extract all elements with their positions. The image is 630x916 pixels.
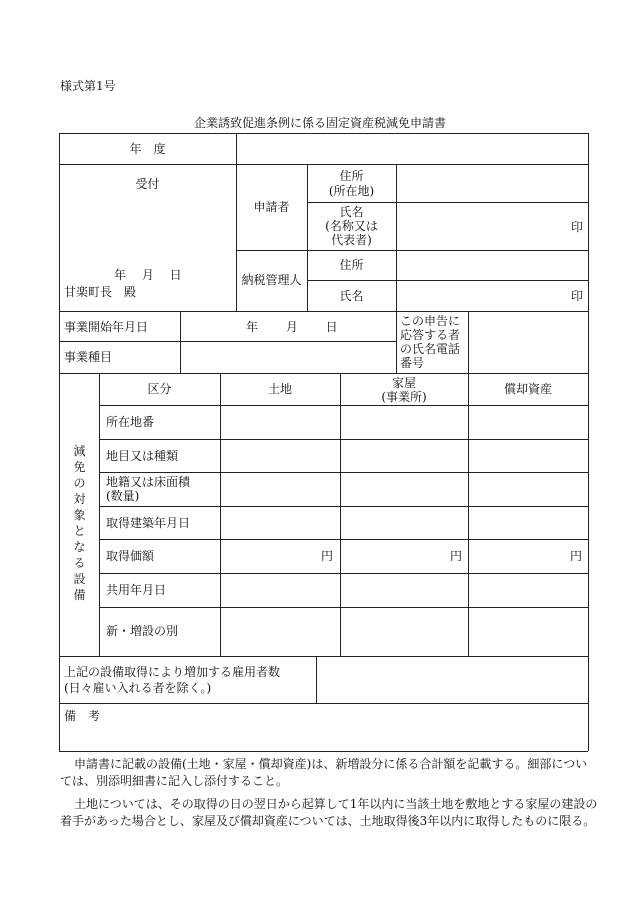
- tax-admin-name-field[interactable]: [397, 281, 587, 311]
- row-label-location: 所在地番: [106, 415, 155, 429]
- year-field[interactable]: [237, 134, 587, 164]
- receipt-field[interactable]: [60, 165, 236, 260]
- name-label-sub2: 代表者): [331, 233, 372, 247]
- applicant-label: 申請者: [253, 200, 290, 214]
- address-label: 住所: [339, 169, 364, 183]
- note-line-3: 土地については、その取得の日の翌日から起算して1年以内に当該土地を敷地とする家屋の建設の: [74, 797, 598, 811]
- receipt-label: 受付: [135, 177, 160, 191]
- contact-label-3: の氏名電話: [400, 342, 461, 356]
- form-title: 企業誘致促進条例に係る固定資産税減免申請書: [193, 116, 446, 130]
- price-unit-depreciable: 円: [570, 549, 583, 563]
- tax-admin-name-label: 氏名: [339, 289, 364, 303]
- col-header-building-sub: (事業所): [381, 390, 427, 404]
- application-date[interactable]: 年 月 日: [114, 268, 182, 282]
- form-number: 様式第1号: [60, 79, 116, 93]
- row-label-category: 地目又は種類: [106, 449, 179, 463]
- col-header-depreciable: 償却資産: [503, 382, 552, 396]
- col-header-building: 家屋: [391, 376, 416, 390]
- addressee: 甘楽町長 殿: [64, 285, 137, 299]
- name-label-sub: (名称又は: [325, 219, 378, 233]
- row-label-use-date: 共用年月日: [106, 583, 167, 597]
- business-type-label: 事業種目: [64, 350, 113, 364]
- address-label-sub: (所在地): [328, 184, 375, 198]
- business-start-label: 事業開始年月日: [64, 320, 149, 334]
- tax-admin-seal: 印: [571, 289, 584, 303]
- row-label-acquisition-price: 取得価額: [106, 549, 155, 563]
- contact-label-1: この申告に: [400, 314, 461, 328]
- business-type-field[interactable]: [181, 342, 396, 373]
- employees-field[interactable]: [317, 657, 587, 703]
- row-label-new-or-extension: 新・増設の別: [106, 624, 179, 638]
- applicant-address-field[interactable]: [397, 165, 587, 202]
- price-unit-building: 円: [450, 549, 463, 563]
- name-label: 氏名: [339, 205, 364, 219]
- year-label: 年 度: [129, 142, 166, 156]
- note-line-4: 着手があった場合とし、家屋及び償却資産については、土地取得後3年以内に取得したものに限る。: [60, 814, 596, 828]
- contact-field[interactable]: [469, 312, 587, 373]
- applicant-name-field[interactable]: [397, 203, 587, 250]
- contact-label-2: 応答する者: [400, 328, 461, 342]
- row-label-area-sub: (数量): [106, 489, 140, 503]
- tax-admin-address-field[interactable]: [397, 251, 587, 280]
- employees-label: 上記の設備取得により増加する雇用者数: [64, 665, 281, 679]
- col-header-land: 土地: [267, 382, 292, 396]
- row-label-area: 地籍又は床面積: [106, 475, 191, 489]
- tax-admin-address-label: 住所: [339, 258, 364, 272]
- applicant-seal: 印: [571, 220, 584, 234]
- col-header-category: 区分: [147, 382, 172, 396]
- row-label-acquired-date: 取得建築年月日: [106, 516, 191, 530]
- employees-label-sub: (日々雇い入れる者を除く。): [64, 681, 212, 695]
- remarks-label: 備 考: [64, 709, 101, 723]
- contact-label-4: 番号: [400, 356, 425, 370]
- note-line-2: ては、別添明細書に記入し添付すること。: [60, 774, 289, 788]
- remarks-field[interactable]: [60, 704, 587, 751]
- business-start-date[interactable]: 年 月 日: [246, 320, 338, 334]
- price-unit-land: 円: [321, 549, 334, 563]
- note-line-1: 申請書に記載の設備(土地・家屋・償却資産)は、新増設分に係る合計額を記載する。細部につい: [74, 757, 588, 771]
- tax-admin-label: 納税管理人: [241, 273, 302, 287]
